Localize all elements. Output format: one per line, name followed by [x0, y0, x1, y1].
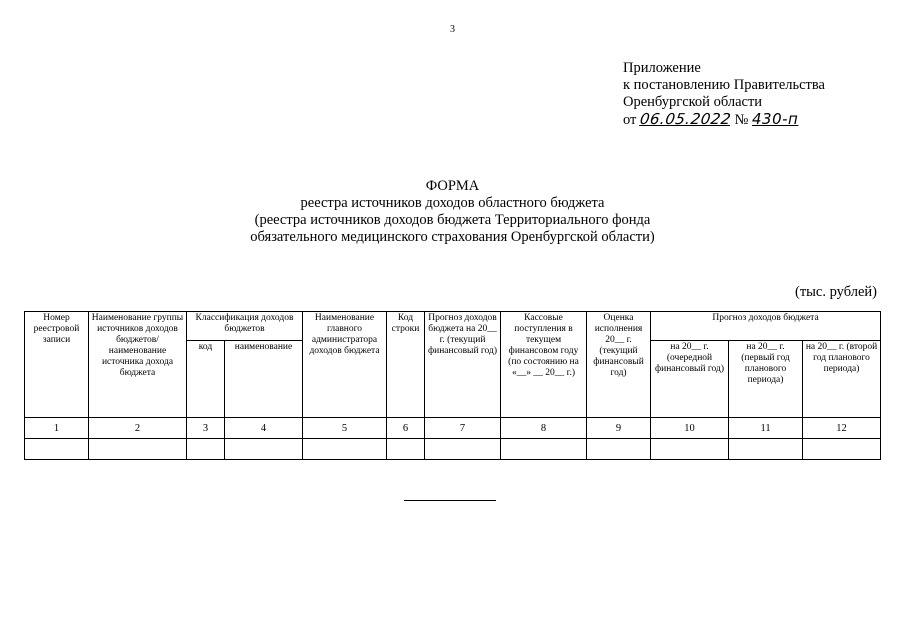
header-col-10: на 20__ г. (очередной финансовый год) — [651, 341, 729, 418]
registry-table — [24, 311, 881, 460]
page-number: 3 — [450, 24, 455, 35]
column-number: 1 — [25, 418, 89, 439]
empty-cell — [651, 439, 729, 460]
handwritten-date: 06.05.2022 — [638, 110, 733, 128]
appendix-date-line — [623, 111, 825, 129]
empty-cell — [587, 439, 651, 460]
empty-cell — [225, 439, 303, 460]
appendix-line-3: Оренбургской области — [623, 94, 763, 110]
column-number: 2 — [89, 418, 187, 439]
form-title-block — [0, 178, 905, 246]
empty-cell — [25, 439, 89, 460]
column-number: 8 — [501, 418, 587, 439]
empty-cell — [387, 439, 425, 460]
header-col-2: Наименование группы источников доходов бюджетов/ наименование источника дохода бюджета — [89, 312, 187, 418]
column-number: 9 — [587, 418, 651, 439]
empty-cell — [501, 439, 587, 460]
closing-separator-line — [404, 500, 496, 501]
appendix-line-1: Приложение — [623, 60, 701, 76]
header-col-12: на 20__ г. (второй год планового периода) — [803, 341, 881, 418]
column-number: 6 — [387, 418, 425, 439]
header-classification: Классификация доходов бюджетов — [187, 312, 303, 341]
column-number: 11 — [729, 418, 803, 439]
empty-cell — [803, 439, 881, 460]
header-forecast: Прогноз доходов бюджета — [651, 312, 881, 341]
date-prefix: от — [623, 112, 637, 128]
number-sign: № — [734, 112, 749, 128]
units-label: (тыс. рублей) — [795, 284, 877, 300]
empty-cell — [187, 439, 225, 460]
form-title-line-1: реестра источников доходов областного бюджета — [300, 195, 605, 211]
header-col-11: на 20__ г. (первый год планового периода) — [729, 341, 803, 418]
header-col-6: Код строки — [387, 312, 425, 418]
header-col-3: код — [187, 341, 225, 418]
empty-cell — [89, 439, 187, 460]
header-col-4: наименование — [225, 341, 303, 418]
header-col-1: Номер реестровой записи — [25, 312, 89, 418]
form-title-line-3: обязательного медицинского страхования Оренбургской области) — [250, 229, 655, 245]
column-number: 5 — [303, 418, 387, 439]
header-col-8: Кассовые поступления в текущем финансовом году (по состоянию на «__» __ 20__ г.) — [501, 312, 587, 418]
column-number: 12 — [803, 418, 881, 439]
form-title-line-2: (реестра источников доходов бюджета Территориального фонда — [254, 212, 651, 228]
appendix-block — [623, 60, 825, 129]
header-col-9: Оценка исполнения 20__ г. (текущий финансовый год) — [587, 312, 651, 418]
header-col-5: Наименование главного администратора доходов бюджета — [303, 312, 387, 418]
column-number: 3 — [187, 418, 225, 439]
column-number: 7 — [425, 418, 501, 439]
empty-cell — [729, 439, 803, 460]
empty-data-row — [25, 439, 881, 460]
column-number: 4 — [225, 418, 303, 439]
column-number-row — [25, 418, 881, 439]
empty-cell — [303, 439, 387, 460]
handwritten-number: 430-п — [752, 110, 799, 128]
header-col-7: Прогноз доходов бюджета на 20__ г. (текущий финансовый год) — [425, 312, 501, 418]
column-number: 10 — [651, 418, 729, 439]
header-row-1 — [25, 312, 881, 341]
empty-cell — [425, 439, 501, 460]
form-heading: ФОРМА — [425, 178, 480, 194]
appendix-line-2: к постановлению Правительства — [623, 77, 825, 93]
